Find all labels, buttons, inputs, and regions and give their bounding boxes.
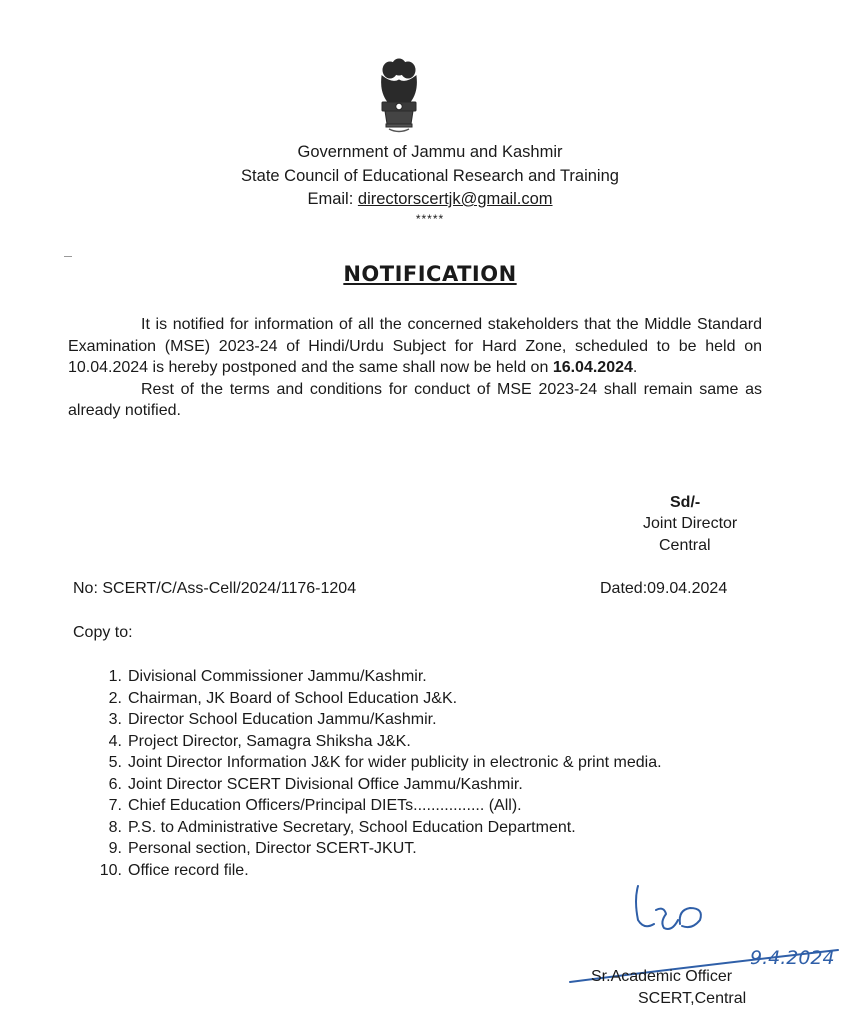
email-label: Email: — [307, 190, 354, 208]
list-item-number: 7. — [108, 797, 122, 814]
list-item — [90, 752, 762, 774]
list-item-number: 2. — [108, 689, 122, 707]
signatory-office: Central — [659, 537, 711, 554]
list-item — [90, 666, 762, 688]
letterhead — [0, 0, 860, 230]
list-item — [90, 795, 762, 817]
copy-to-label: Copy to: — [73, 624, 133, 641]
officer-office: SCERT,Central — [638, 990, 747, 1007]
reference-date: Dated:09.04.2024 — [600, 580, 728, 597]
list-item-text: Joint Director SCERT Divisional Office Jammu/Kashmir. — [128, 775, 523, 793]
council-name: State Council of Educational Research and Training — [241, 167, 619, 185]
list-item — [90, 688, 762, 710]
sd-mark: Sd/- — [670, 494, 701, 511]
copy-to-list — [90, 666, 762, 881]
list-item-number: 4. — [108, 732, 122, 750]
email-line — [0, 190, 860, 209]
list-item-text: Divisional Commissioner Jammu/Kashmir. — [128, 668, 427, 685]
notification-title-wrap — [0, 262, 860, 286]
reference-number: No: SCERT/C/Ass-Cell/2024/1176-1204 — [73, 580, 357, 597]
body-paragraph-2: Rest of the terms and conditions for conduct of MSE 2023-24 shall remain same as already notified. — [68, 380, 762, 419]
notification-title: NOTIFICATION — [343, 262, 517, 286]
list-item-text: P.S. to Administrative Secretary, School Education Department. — [128, 818, 576, 836]
new-exam-date: 16.04.2024 — [552, 359, 633, 376]
list-item — [90, 731, 762, 753]
list-item-text: Joint Director Information J&K for wider publicity in electronic & print media. — [128, 754, 662, 771]
list-item-text: Office record file. — [128, 861, 249, 879]
list-item-number: 3. — [108, 711, 122, 728]
list-item — [90, 709, 762, 731]
handwritten-date: 9.4.2024 — [750, 947, 835, 969]
list-item-text: Personal section, Director SCERT-JKUT. — [128, 840, 417, 857]
list-item-number: 1. — [108, 668, 122, 685]
signatory-designation: Joint Director — [643, 515, 738, 532]
list-item-number: 5. — [108, 754, 122, 771]
notification-body — [68, 314, 762, 422]
list-item-text: Chairman, JK Board of School Education J&K. — [128, 689, 458, 707]
list-item — [90, 817, 762, 839]
list-item — [90, 838, 762, 860]
government-name: Government of Jammu and Kashmir — [297, 143, 563, 161]
list-item — [90, 860, 762, 882]
body-paragraph-1-end: . — [632, 359, 638, 376]
body-paragraph-1-text: It is notified for information of all the concerned stakeholders that the Middle Standard Examination (MSE) 2023-24 of Hindi/Urdu Subject for Hard Zone, scheduled to be held on 10.04.2024 is hereby postponed and the same shall now be held on — [68, 316, 762, 376]
body-paragraph-1 — [68, 314, 762, 379]
list-item-text: Project Director, Samagra Shiksha J&K. — [128, 732, 411, 750]
list-item — [90, 774, 762, 796]
list-item-number: 10. — [99, 861, 122, 879]
list-item-number: 9. — [108, 840, 122, 857]
scan-mark — [64, 256, 72, 257]
list-item-text: Chief Education Officers/Principal DIETs................ (All). — [128, 797, 522, 814]
list-item-text: Director School Education Jammu/Kashmir. — [128, 711, 437, 728]
email-link[interactable]: directorscertjk@gmail.com — [357, 190, 553, 208]
list-item-number: 8. — [108, 818, 122, 836]
officer-designation: Sr.Academic Officer — [591, 968, 733, 985]
list-item-number: 6. — [108, 775, 122, 793]
separator-stars: ***** — [415, 212, 445, 226]
